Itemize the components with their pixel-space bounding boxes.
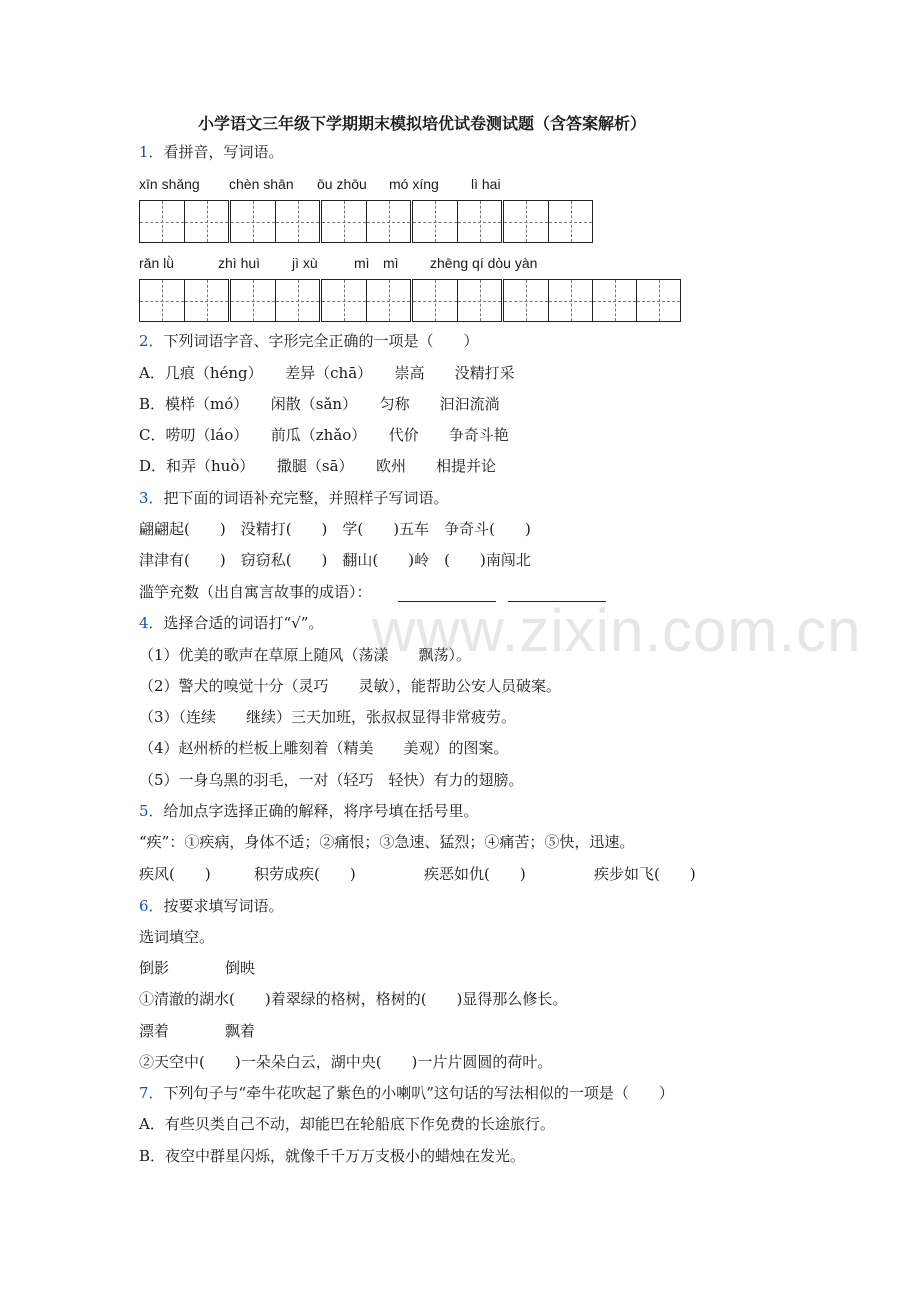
writing-box[interactable] (321, 279, 411, 322)
pinyin: ōu zhōu (317, 176, 367, 192)
pinyin: zhēng qí dòu yàn (430, 255, 538, 271)
fill-blank: 疾步如飞( ) (594, 865, 696, 883)
question-6 (139, 896, 284, 916)
watermark: www.zixin.com.cn (372, 597, 862, 664)
question-3 (139, 488, 449, 508)
answer-blank[interactable] (398, 600, 496, 602)
option-b: B．模样（mó） 闲散（sǎn） 匀称 汩汩流淌 (139, 395, 500, 413)
question-2 (139, 331, 479, 351)
writing-grid-row-1 (139, 200, 593, 243)
pinyin: lì hai (471, 176, 501, 192)
question-text: 给加点字选择正确的解释，将序号填在括号里。 (163, 802, 479, 820)
question-number: 7． (139, 1084, 164, 1102)
question-number: 2． (139, 332, 164, 350)
question-number: 4． (139, 614, 164, 632)
fill-blank: 疾恶如仇( ) (424, 865, 526, 883)
question-number: 5． (139, 802, 164, 820)
question-1 (139, 142, 284, 162)
answer-blank[interactable] (508, 600, 606, 602)
pinyin: mì (383, 255, 399, 271)
choice-item: （5）一身乌黑的羽毛，一对（轻巧 轻快）有力的翅膀。 (139, 771, 524, 789)
fill-blank: 积劳成疾( ) (254, 865, 356, 883)
word-option: 飘着 (225, 1022, 256, 1040)
page-title: 小学语文三年级下学期期末模拟培优试卷测试题（含答案解析） (198, 114, 647, 133)
writing-box[interactable] (503, 279, 681, 322)
question-text: 按要求填写词语。 (163, 897, 284, 915)
writing-grid-row-2 (139, 279, 681, 322)
pinyin: chèn shān (229, 176, 294, 192)
question-5 (139, 801, 479, 821)
choice-item: （4）赵州桥的栏板上雕刻着（精美 美观）的图案。 (139, 739, 509, 757)
word-option: 漂着 (139, 1022, 170, 1040)
writing-box[interactable] (321, 200, 411, 243)
question-number: 1． (139, 143, 164, 161)
pinyin: mó xíng (389, 176, 439, 192)
sub-instruction: 选词填空。 (139, 928, 215, 946)
fill-line: 滥竽充数（出自寓言故事的成语）： (139, 583, 372, 601)
writing-box[interactable] (230, 279, 320, 322)
choice-item: （2）警犬的嗅觉十分（灵巧 灵敏），能帮助公安人员破案。 (139, 677, 562, 695)
fill-sentence: ①清澈的湖水( )着翠绿的格树，格树的( )显得那么修长。 (139, 990, 568, 1008)
option-c: C．唠叨（láo） 前瓜（zhǎo） 代价 争奇斗艳 (139, 426, 509, 444)
question-4 (139, 613, 323, 633)
option-b: B．夜空中群星闪烁，就像千千万万支极小的蜡烛在发光。 (139, 1147, 526, 1165)
option-a: A．几痕（héng） 差异（chā） 崇高 没精打采 (139, 364, 515, 382)
pinyin: mì (354, 255, 370, 271)
question-text: 选择合适的词语打“√”。 (163, 614, 324, 632)
writing-box[interactable] (412, 279, 502, 322)
question-number: 3． (139, 489, 164, 507)
writing-box[interactable] (503, 200, 593, 243)
choice-item: （3）（连续 继续）三天加班，张叔叔显得非常疲劳。 (139, 708, 517, 726)
question-text: 把下面的词语补充完整，并照样子写词语。 (163, 489, 449, 507)
question-text: 看拼音，写词语。 (163, 143, 284, 161)
word-option: 倒映 (225, 959, 256, 977)
writing-box[interactable] (139, 200, 229, 243)
pinyin: zhì huì (218, 255, 261, 271)
word-option: 倒影 (139, 959, 170, 977)
writing-box[interactable] (230, 200, 320, 243)
question-text: 下列词语字音、字形完全正确的一项是（ ） (163, 332, 479, 350)
definition-line: “疾”：①疾病，身体不适；②痛恨；③急速、猛烈；④痛苦；⑤快，迅速。 (139, 833, 635, 851)
pinyin: xīn shǎng (139, 176, 200, 192)
option-a: A．有些贝类自己不动，却能巴在轮船底下作免费的长途旅行。 (139, 1115, 555, 1133)
fill-line: 翩翩起( ) 没精打( ) 学( )五车 争奇斗( ) (139, 520, 531, 538)
writing-box[interactable] (412, 200, 502, 243)
fill-sentence: ②天空中( )一朵朵白云，湖中央( )一片片圆圆的荷叶。 (139, 1053, 553, 1071)
fill-line: 津津有( ) 窃窃私( ) 翻山( )岭 ( )南闯北 (139, 551, 531, 569)
fill-blank: 疾风( ) (139, 865, 211, 883)
pinyin: jì xù (292, 255, 318, 271)
question-7 (139, 1083, 674, 1103)
pinyin: rǎn lǜ (139, 255, 175, 271)
choice-item: （1）优美的歌声在草原上随风（荡漾 飘荡）。 (139, 646, 472, 664)
option-d: D．和弄（huò） 撒腿（sā） 欧州 相提并论 (139, 457, 497, 475)
question-number: 6． (139, 897, 164, 915)
question-text: 下列句子与“牵牛花吹起了紫色的小喇叭”这句话的写法相似的一项是（ ） (163, 1084, 674, 1102)
writing-box[interactable] (139, 279, 229, 322)
